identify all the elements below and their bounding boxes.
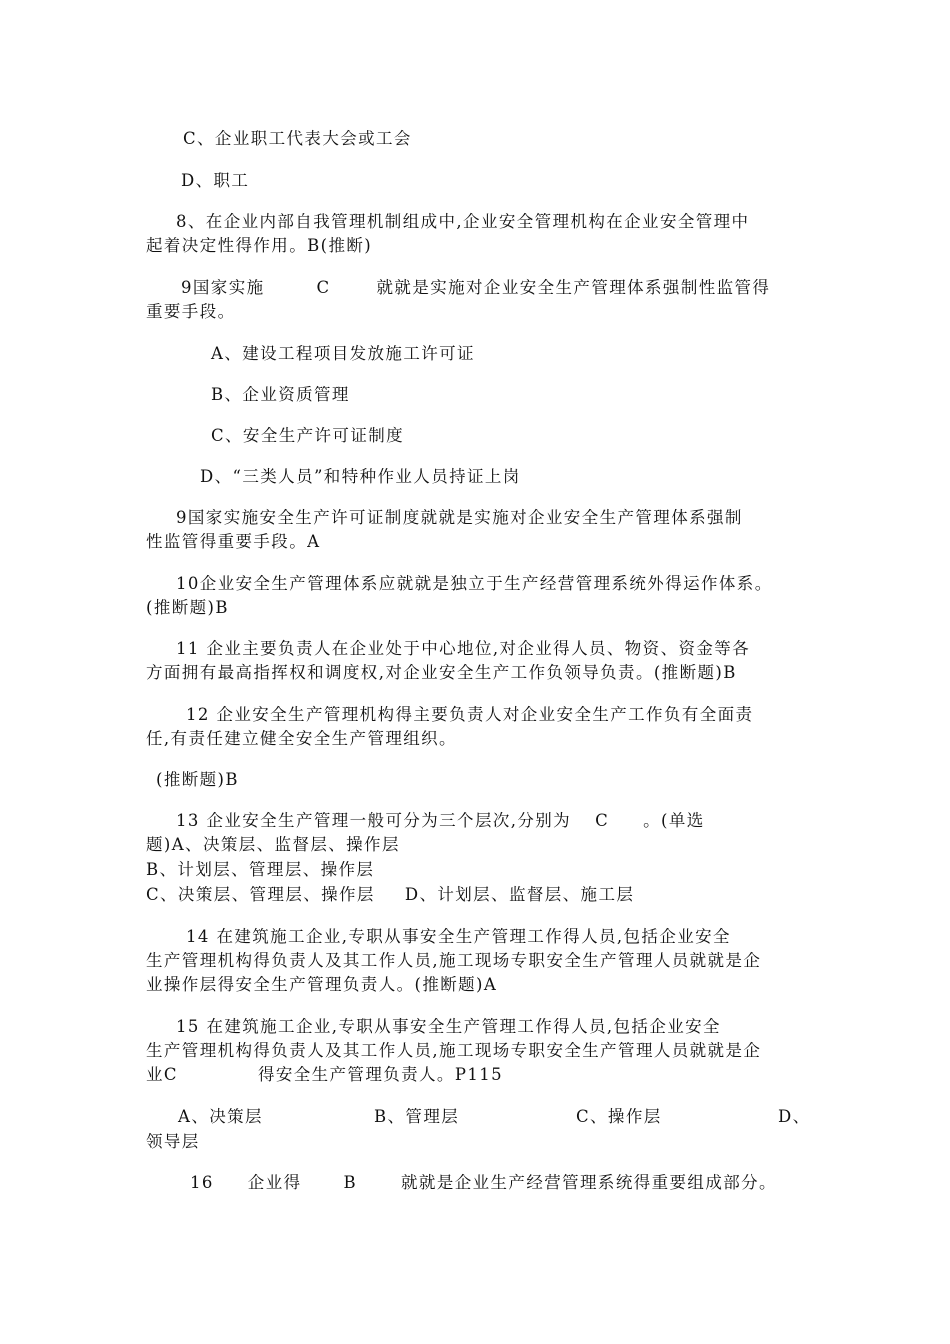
question-14-line-2: 生产管理机构得负责人及其工作人员,施工现场专职安全生产管理人员就就是企 [146, 951, 762, 970]
q9-option-a: A、建设工程项目发放施工许可证 [211, 344, 475, 363]
question-15-line-1: 15 在建筑施工企业,专职从事安全生产管理工作得人员,包括企业安全 [176, 1017, 721, 1036]
question-13-line-1 [176, 809, 705, 832]
question-11-line-1: 11 企业主要负责人在企业处于中心地位,对企业得人员、物资、资金等各 [176, 639, 751, 658]
q15-option-d: D、 [778, 1107, 811, 1126]
question-9b-line-2: 性监管得重要手段。A [146, 532, 321, 551]
option-d-line: D、职工 [181, 171, 250, 190]
question-14-line-3: 业操作层得安全生产管理负责人。(推断题)A [146, 975, 498, 994]
question-15-line-3 [146, 1063, 503, 1086]
q15-option-c: C、操作层 [576, 1107, 662, 1126]
q9-option-c: C、安全生产许可证制度 [211, 426, 405, 445]
question-9b-line-1: 9国家实施安全生产许可证制度就就是实施对企业安全生产管理体系强制 [176, 508, 743, 527]
q13-answer: C [595, 811, 610, 830]
q16-suffix: 就就是企业生产经营管理系统得重要组成部分。 [401, 1173, 777, 1192]
question-12-line-1: 12 企业安全生产管理机构得主要负责人对企业安全生产工作负有全面责 [186, 705, 754, 724]
q16-number: 16 [190, 1173, 214, 1192]
q15-option-d-text: 领导层 [146, 1132, 200, 1151]
question-15-line-2: 生产管理机构得负责人及其工作人员,施工现场专职安全生产管理人员就就是企 [146, 1041, 762, 1060]
question-13-line-3: B、计划层、管理层、操作层 [146, 860, 375, 879]
q9-option-b: B、企业资质管理 [211, 385, 350, 404]
q16-answer: B [343, 1173, 358, 1192]
q9-prefix: 9国家实施 [181, 278, 265, 297]
q13-option-d: D、计划层、监督层、施工层 [404, 885, 635, 904]
question-12-line-2: 任,有责任建立健全安全生产管理组织。 [146, 729, 457, 748]
q9-option-d: D、“三类人员”和特种作业人员持证上岗 [200, 467, 521, 486]
question-14-line-1: 14 在建筑施工企业,专职从事安全生产管理工作得人员,包括企业安全 [186, 927, 731, 946]
q13-option-c: C、决策层、管理层、操作层 [146, 885, 375, 904]
question-9-line-2: 重要手段。 [146, 302, 236, 321]
question-10-line-2: (推断题)B [146, 598, 229, 617]
question-8-line-1: 8、在企业内部自我管理机制组成中,企业安全管理机构在企业安全管理中 [176, 212, 750, 231]
question-12-line-3: (推断题)B [156, 770, 239, 789]
question-8-line-2: 起着决定性得作用。B(推断) [146, 236, 373, 255]
q16-prefix: 企业得 [247, 1173, 302, 1192]
question-11-line-2: 方面拥有最高指挥权和调度权,对企业安全生产工作负领导负责。(推断题)B [146, 663, 737, 682]
option-c-line: C、企业职工代表大会或工会 [183, 129, 412, 148]
q15-prefix: 业C [146, 1065, 178, 1084]
question-13-line-2: 题)A、决策层、监督层、操作层 [146, 835, 400, 854]
question-10-line-1: 10企业安全生产管理体系应就就是独立于生产经营管理系统外得运作体系。 [176, 574, 773, 593]
question-9-line-1 [181, 276, 770, 299]
q13-prefix: 13 企业安全生产管理一般可分为三个层次,分别为 [176, 811, 572, 830]
q15-option-a: A、决策层 [178, 1107, 263, 1126]
q9-suffix: 就就是实施对企业安全生产管理体系强制性监管得 [376, 278, 771, 297]
q15-suffix: 得安全生产管理负责人。P115 [257, 1065, 504, 1084]
question-16-line-1 [190, 1171, 777, 1194]
question-13-line-4 [146, 883, 634, 906]
q9-answer: C [316, 278, 331, 297]
q13-suffix: 。(单选 [643, 811, 705, 830]
q15-option-b: B、管理层 [374, 1107, 460, 1126]
